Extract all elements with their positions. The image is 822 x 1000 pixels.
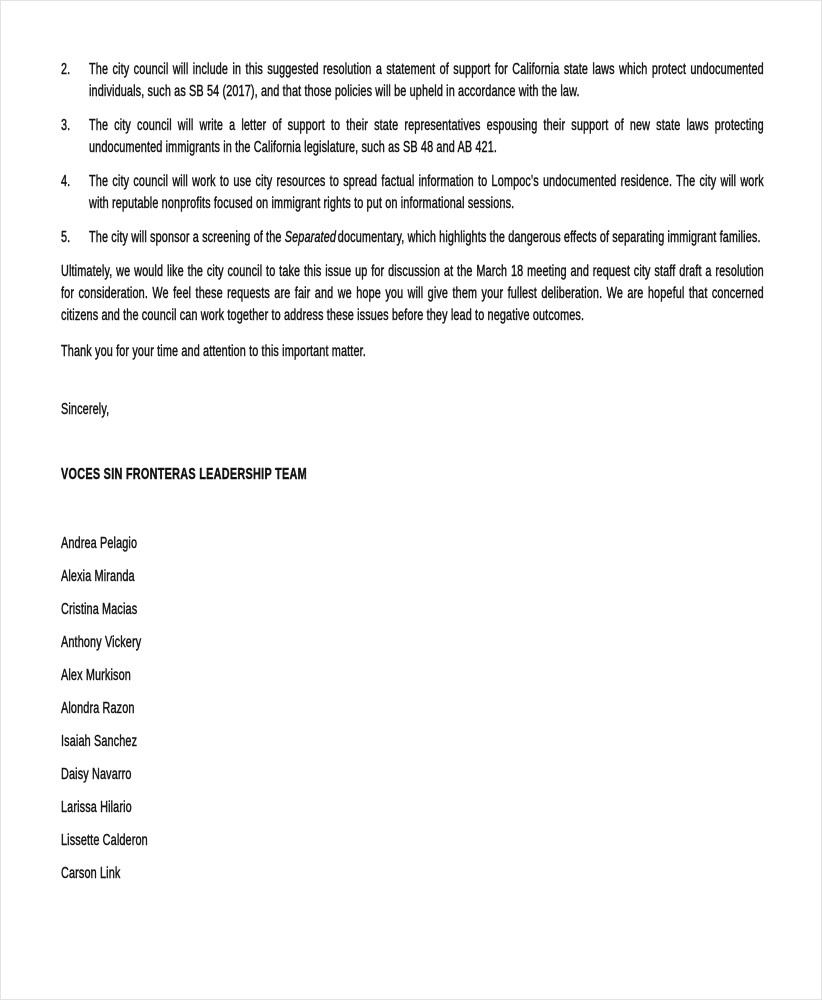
team-name-heading: VOCES SIN FRONTERAS LEADERSHIP TEAM (61, 466, 307, 483)
list-item-3 (61, 115, 764, 159)
signatory-name: Lissette Calderon (61, 832, 148, 849)
signatories-list (61, 533, 764, 885)
letter-body (61, 59, 764, 896)
signatory-name: Daisy Navarro (61, 766, 132, 783)
list-item-text: The city council will include in this suggested resolution a statement of support for California state laws which protect undocumented individuals, such as SB 54 (2017), and that those policies will be upheld in accordance with the law. (89, 61, 764, 100)
list-item-text: The city council will work to use city resources to spread factual information to Lompoc's undocumented residence. The city will work with reputable nonprofits focused on immigrant rights to put on informational sessions. (89, 173, 764, 212)
list-item-number: 3. (61, 117, 71, 134)
paragraph-thanks: Thank you for your time and attention to this important matter. (61, 343, 366, 360)
list-item-number: 5. (61, 229, 71, 246)
signatory-name: Alondra Razon (61, 700, 135, 717)
paragraph-ultimately: Ultimately, we would like the city council to take this issue up for discussion at the March 18 meeting and request city staff draft a resolution for consideration. We feel these requests are fair and we hope you will give them your fullest deliberation. We are hopeful that concerned citizens and the council can work together to address these issues before they lead to negative outcomes. (61, 263, 764, 324)
signatory-name: Larissa Hilario (61, 799, 132, 816)
list-item-4 (61, 171, 764, 215)
signatory-name: Anthony Vickery (61, 634, 142, 651)
list-item-text: The city council will write a letter of support to their state representatives espousing their support of new state laws protecting undocumented immigrants in the California legislature, such as SB 48 and AB 421. (89, 117, 764, 156)
list-item-text (89, 227, 764, 249)
list-item-2 (61, 59, 764, 103)
signatory-name: Isaiah Sanchez (61, 733, 138, 750)
signatory-name: Carson Link (61, 865, 121, 882)
demands-numbered-list (61, 59, 764, 249)
item5-text-after: documentary, which highlights the dangerous effects of separating immigrant families. (334, 229, 761, 246)
list-item-number: 4. (61, 173, 71, 190)
signatory-name: Andrea Pelagio (61, 535, 138, 552)
list-item-5 (61, 227, 764, 249)
item5-text-before: The city will sponsor a screening of the (89, 229, 285, 246)
closing-sincerely: Sincerely, (61, 401, 110, 418)
signatory-name: Alexia Miranda (61, 568, 135, 585)
signatory-name: Cristina Macias (61, 601, 138, 618)
documentary-title-italic: Separated (284, 229, 337, 246)
list-item-number: 2. (61, 61, 71, 78)
signatory-name: Alex Murkison (61, 667, 131, 684)
